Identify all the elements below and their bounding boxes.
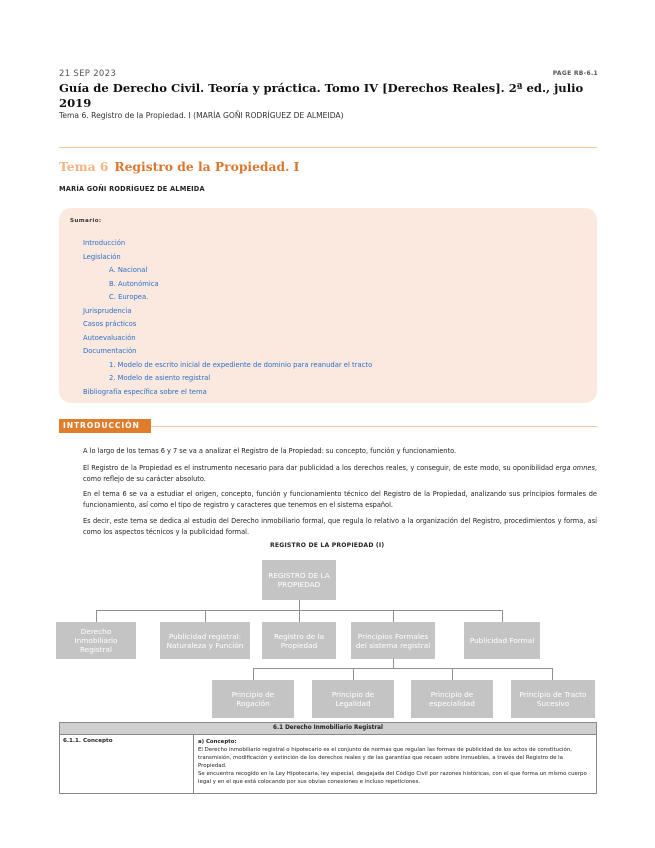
summary-box [59,208,597,403]
diagram-node: Principio de Legalidad [312,680,394,718]
summary-link[interactable]: B. Autonómica [109,280,159,288]
cell-heading: a) Concepto: [198,739,237,745]
connector-line [253,668,254,680]
paragraph-text: , como reflejo de su carácter absoluto. [83,464,598,483]
summary-link[interactable]: Legislación [83,253,121,261]
summary-link[interactable]: Bibliografía específica sobre el tema [83,388,207,396]
cell-text: Se encuentra recogido en la Ley Hipotecaria, ley especial, desgajada del Código Civil por razones históricas, con el que forma un mismo cuerpo legal y en el que está colocando por sus obvias conexiones e incluso repeticiones. [198,771,587,786]
summary-link[interactable]: 2. Modelo de asiento registral [109,374,211,382]
intro-paragraph: A lo largo de los temas 6 y 7 se va a analizar el Registro de la Propiedad: su concepto, función y funcionamiento. [83,447,457,455]
diagram-node: Publicidad Formal [464,622,540,659]
summary-link[interactable]: Documentación [83,347,137,355]
chapter-author: MARÍA GOÑI RODRÍGUEZ DE ALMEIDA [59,185,205,193]
intro-paragraph: En el tema 6 se va a estudiar el origen, concepto, función y funcionamiento técnico del Registro de la Propiedad, analizando sus principios formales de funcionamiento, así como el tipo de registro y caracteres que tenemos en el sistema español. [83,490,597,509]
concept-table [59,722,597,794]
connector-line [299,600,300,610]
connector-line [452,668,453,680]
paragraph-text: El Registro de la Propiedad es el instrumento necesario para dar publicidad a los derechos reales, y conseguir, de este modo, su oponibilidad [83,464,556,472]
connector-line [552,668,553,680]
connector-line [393,610,394,622]
chapter-title: Registro de la Propiedad. I [114,159,300,174]
summary-link[interactable]: Introducción [83,239,126,247]
connector-line [393,659,394,668]
publication-date: 21 SEP 2023 [59,69,117,79]
document-subtitle: Tema 6. Registro de la Propiedad. I (MARÍA GOÑI RODRÍGUEZ DE ALMEIDA) [59,111,344,120]
diagram-node: Principio de especialidad [411,680,493,718]
diagram-root-node: REGISTRO DE LA PROPIEDAD [262,560,336,600]
intro-paragraph: Es decir, este tema se dedica al estudio del Derecho inmobiliario formal, que regula lo relativo a la organización del Registro, procedimientos y forma, así como los aspectos técnicos y la publicidad formal. [83,517,597,536]
connector-line [502,610,503,622]
diagram-node: Registro de la Propiedad [262,622,336,659]
section-badge: INTRODUCCIÓN [59,419,151,433]
intro-paragraph [83,463,597,484]
section-divider [151,426,597,427]
connector-line [353,668,354,680]
summary-label: Sumario: [70,218,102,224]
summary-link[interactable]: 1. Modelo de escrito inicial de expediente de dominio para reanudar el tracto [109,361,373,369]
summary-link[interactable]: Autoevaluación [83,334,136,342]
diagram-node: Principio de Tracto Sucesivo [511,680,595,718]
summary-link[interactable]: Casos prácticos [83,320,137,328]
table-row-label: 6.1.1. Concepto [60,734,194,793]
chapter-number: Tema 6 [59,159,109,174]
table-cell [194,734,596,793]
summary-link[interactable]: A. Nacional [109,266,148,274]
diagram-node: Publicidad registral: Naturaleza y Función [160,622,250,659]
diagram-title: REGISTRO DE LA PROPIEDAD (I) [270,542,385,549]
document-title: Guía de Derecho Civil. Teoría y práctica. Tomo IV [Derechos Reales]. 2ª ed., julio 2019 [59,81,584,110]
connector-line [96,610,97,622]
diagram-node: Principio de Rogación [212,680,294,718]
table-header: 6.1 Derecho Inmobiliario Registral [60,723,596,734]
diagram-node: Principios Formales del sistema registral [351,622,435,659]
emphasis-text: erga omnes [555,464,595,472]
header-divider [59,147,597,148]
connector-line [253,668,553,669]
summary-link[interactable]: C. Europea. [109,293,149,301]
chapter-heading [59,159,299,174]
cell-text: El Derecho inmobiliario registral o hipotecario es el conjunto de normas que regulan las formas de publicidad de los actos de constitución, transmisión, modificación y extinción de los derechos reales y de las garantías que recaen sobre inmuebles, a través del Registro de la Propiedad. [198,747,572,770]
diagram-node: Derecho Inmobiliario Registral [56,622,136,659]
page-reference: PAGE RB-6.1 [552,70,598,77]
connector-line [205,610,206,622]
connector-line [299,610,300,622]
summary-link[interactable]: Jurisprudencia [83,307,132,315]
